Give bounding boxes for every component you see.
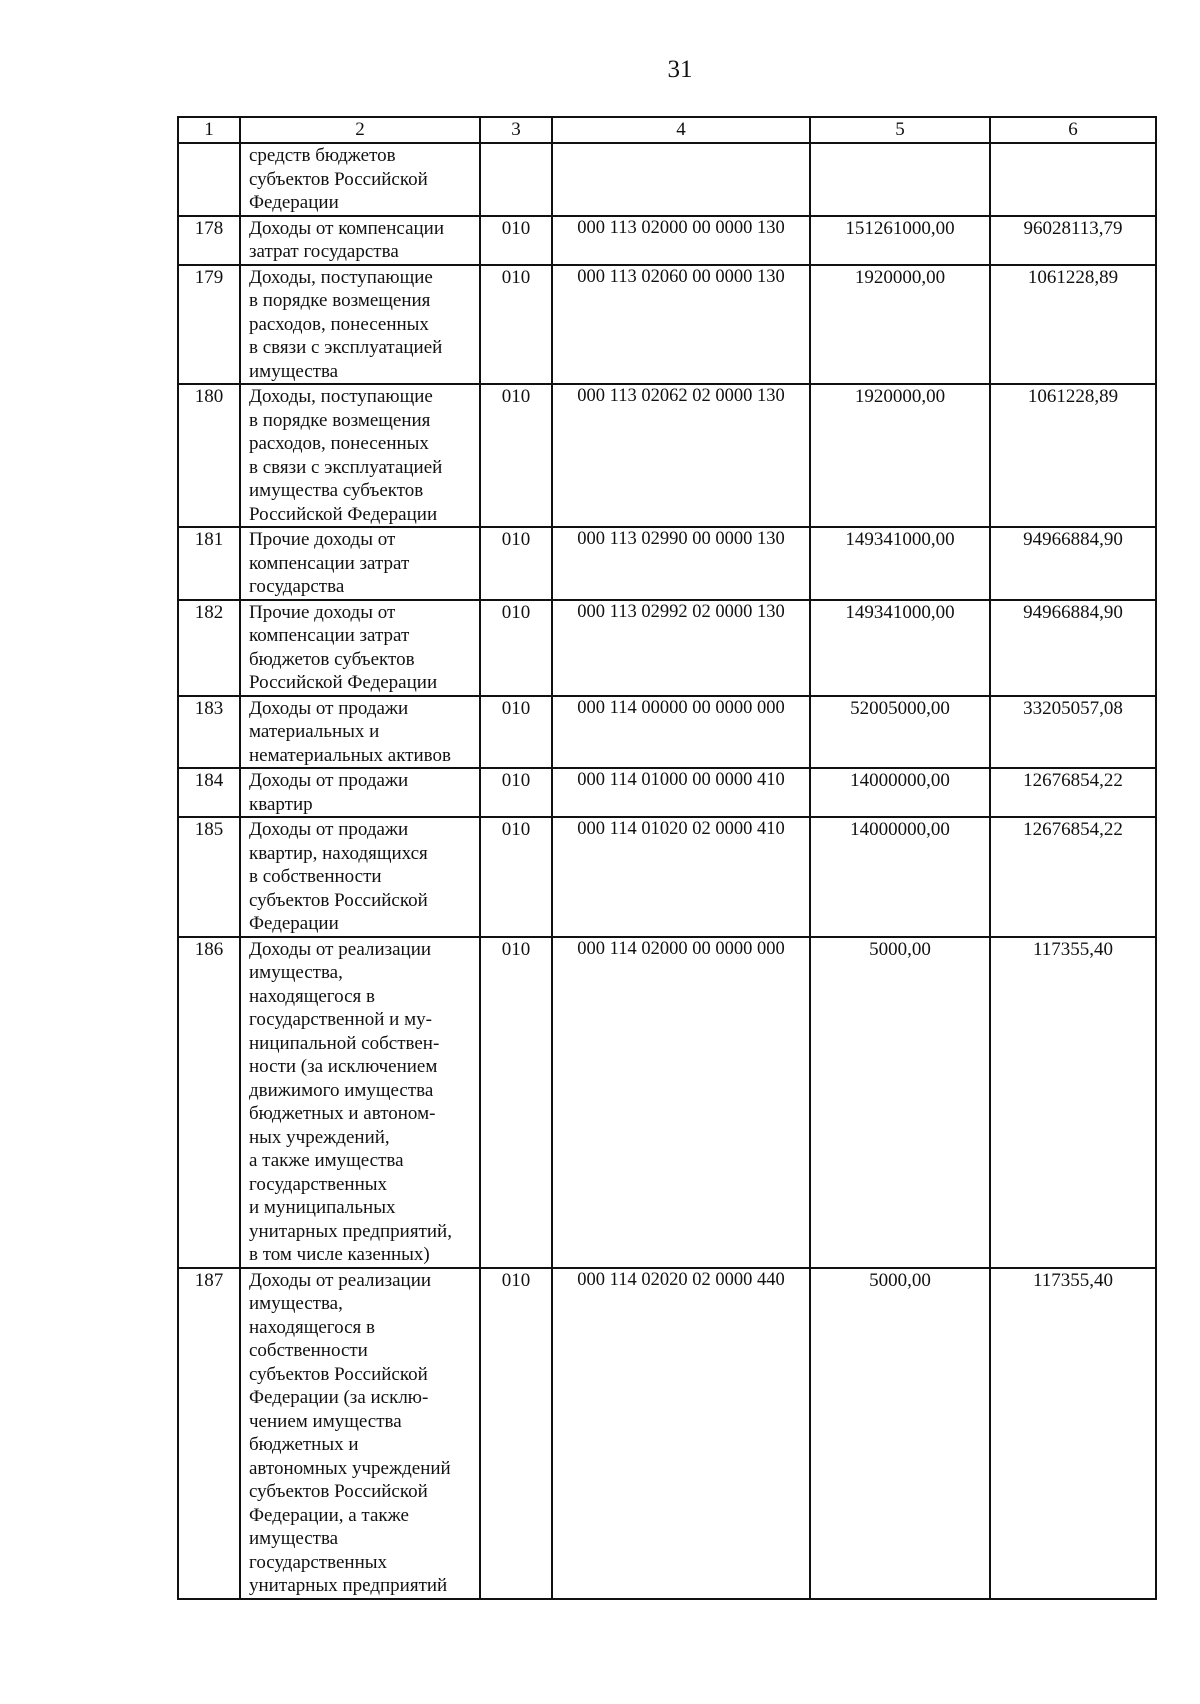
row-code3-cell: 010 (480, 527, 552, 600)
table-row (178, 768, 1156, 817)
row-budget-code-cell: 000 114 02020 02 0000 440 (552, 1268, 810, 1599)
row-amount6-cell: 12676854,22 (990, 817, 1156, 937)
row-code3-cell: 010 (480, 768, 552, 817)
header-cell-4: 4 (552, 117, 810, 143)
table-row (178, 216, 1156, 265)
row-amount6-cell: 1061228,89 (990, 265, 1156, 385)
continuation-amount5-cell (810, 143, 990, 216)
row-code3-cell: 010 (480, 216, 552, 265)
row-code3-cell: 010 (480, 384, 552, 527)
table-row (178, 937, 1156, 1268)
continuation-row (178, 143, 1156, 216)
row-amount6-cell: 33205057,08 (990, 696, 1156, 769)
row-code3-cell: 010 (480, 937, 552, 1268)
row-code3-cell: 010 (480, 817, 552, 937)
row-amount5-cell: 149341000,00 (810, 600, 990, 696)
row-name-cell: Прочие доходы от компенсации затрат бюджетов субъектов Российской Федерации (240, 600, 480, 696)
row-number-cell: 182 (178, 600, 240, 696)
row-amount5-cell: 5000,00 (810, 937, 990, 1268)
row-amount5-cell: 1920000,00 (810, 384, 990, 527)
row-budget-code-cell: 000 114 01000 00 0000 410 (552, 768, 810, 817)
row-amount5-cell: 52005000,00 (810, 696, 990, 769)
row-amount6-cell: 117355,40 (990, 937, 1156, 1268)
table-row (178, 817, 1156, 937)
row-name-cell: Прочие доходы от компенсации затрат государства (240, 527, 480, 600)
header-cell-5: 5 (810, 117, 990, 143)
header-row (178, 117, 1156, 143)
row-amount6-cell: 12676854,22 (990, 768, 1156, 817)
row-amount6-cell: 94966884,90 (990, 527, 1156, 600)
row-budget-code-cell: 000 113 02992 02 0000 130 (552, 600, 810, 696)
row-number-cell: 183 (178, 696, 240, 769)
row-budget-code-cell: 000 114 01020 02 0000 410 (552, 817, 810, 937)
row-code3-cell: 010 (480, 696, 552, 769)
row-number-cell: 186 (178, 937, 240, 1268)
row-amount5-cell: 1920000,00 (810, 265, 990, 385)
row-amount5-cell: 14000000,00 (810, 768, 990, 817)
row-amount5-cell: 149341000,00 (810, 527, 990, 600)
row-number-cell: 178 (178, 216, 240, 265)
continuation-amount6-cell (990, 143, 1156, 216)
row-budget-code-cell: 000 114 00000 00 0000 000 (552, 696, 810, 769)
table-row (178, 696, 1156, 769)
row-name-cell: Доходы от реализации имущества, находящегося в собственности субъектов Российской Федерации (за исклю- чением имущества бюджетных и автономных учреждений субъектов Российской Федерации, а также имущества государственных унитарных предприятий (240, 1268, 480, 1599)
row-amount6-cell: 96028113,79 (990, 216, 1156, 265)
row-amount5-cell: 5000,00 (810, 1268, 990, 1599)
header-cell-6: 6 (990, 117, 1156, 143)
table-row (178, 527, 1156, 600)
row-amount6-cell: 1061228,89 (990, 384, 1156, 527)
table-row (178, 600, 1156, 696)
row-budget-code-cell: 000 114 02000 00 0000 000 (552, 937, 810, 1268)
row-name-cell: Доходы от продажи материальных и нематериальных активов (240, 696, 480, 769)
header-cell-2: 2 (240, 117, 480, 143)
row-number-cell: 184 (178, 768, 240, 817)
continuation-code4-cell (552, 143, 810, 216)
header-cell-3: 3 (480, 117, 552, 143)
row-code3-cell: 010 (480, 265, 552, 385)
row-code3-cell: 010 (480, 600, 552, 696)
table-row (178, 265, 1156, 385)
row-code3-cell: 010 (480, 1268, 552, 1599)
continuation-code3-cell (480, 143, 552, 216)
row-name-cell: Доходы от компенсации затрат государства (240, 216, 480, 265)
page-number: 31 (667, 56, 693, 83)
row-budget-code-cell: 000 113 02060 00 0000 130 (552, 265, 810, 385)
revenue-table (177, 116, 1157, 1600)
row-amount5-cell: 14000000,00 (810, 817, 990, 937)
row-number-cell: 180 (178, 384, 240, 527)
row-amount6-cell: 117355,40 (990, 1268, 1156, 1599)
row-number-cell: 187 (178, 1268, 240, 1599)
row-budget-code-cell: 000 113 02990 00 0000 130 (552, 527, 810, 600)
row-budget-code-cell: 000 113 02062 02 0000 130 (552, 384, 810, 527)
row-name-cell: Доходы от продажи квартир, находящихся в собственности субъектов Российской Федерации (240, 817, 480, 937)
header-cell-1: 1 (178, 117, 240, 143)
continuation-name-cell: средств бюджетов субъектов Российской Федерации (240, 143, 480, 216)
row-amount6-cell: 94966884,90 (990, 600, 1156, 696)
row-name-cell: Доходы от продажи квартир (240, 768, 480, 817)
row-name-cell: Доходы, поступающие в порядке возмещения расходов, понесенных в связи с эксплуатацией имущества субъектов Российской Федерации (240, 384, 480, 527)
row-name-cell: Доходы от реализации имущества, находящегося в государственной и му- ниципальной собствен- ности (за исключением движимого имущества бюджетных и автоном- ных учреждений, а также имущества государственных и муниципальных унитарных предприятий, в том числе казенных) (240, 937, 480, 1268)
row-amount5-cell: 151261000,00 (810, 216, 990, 265)
row-budget-code-cell: 000 113 02000 00 0000 130 (552, 216, 810, 265)
row-number-cell: 181 (178, 527, 240, 600)
row-number-cell: 179 (178, 265, 240, 385)
continuation-num-cell (178, 143, 240, 216)
row-number-cell: 185 (178, 817, 240, 937)
table-row (178, 1268, 1156, 1599)
table-row (178, 384, 1156, 527)
row-name-cell: Доходы, поступающие в порядке возмещения расходов, понесенных в связи с эксплуатацией имущества (240, 265, 480, 385)
